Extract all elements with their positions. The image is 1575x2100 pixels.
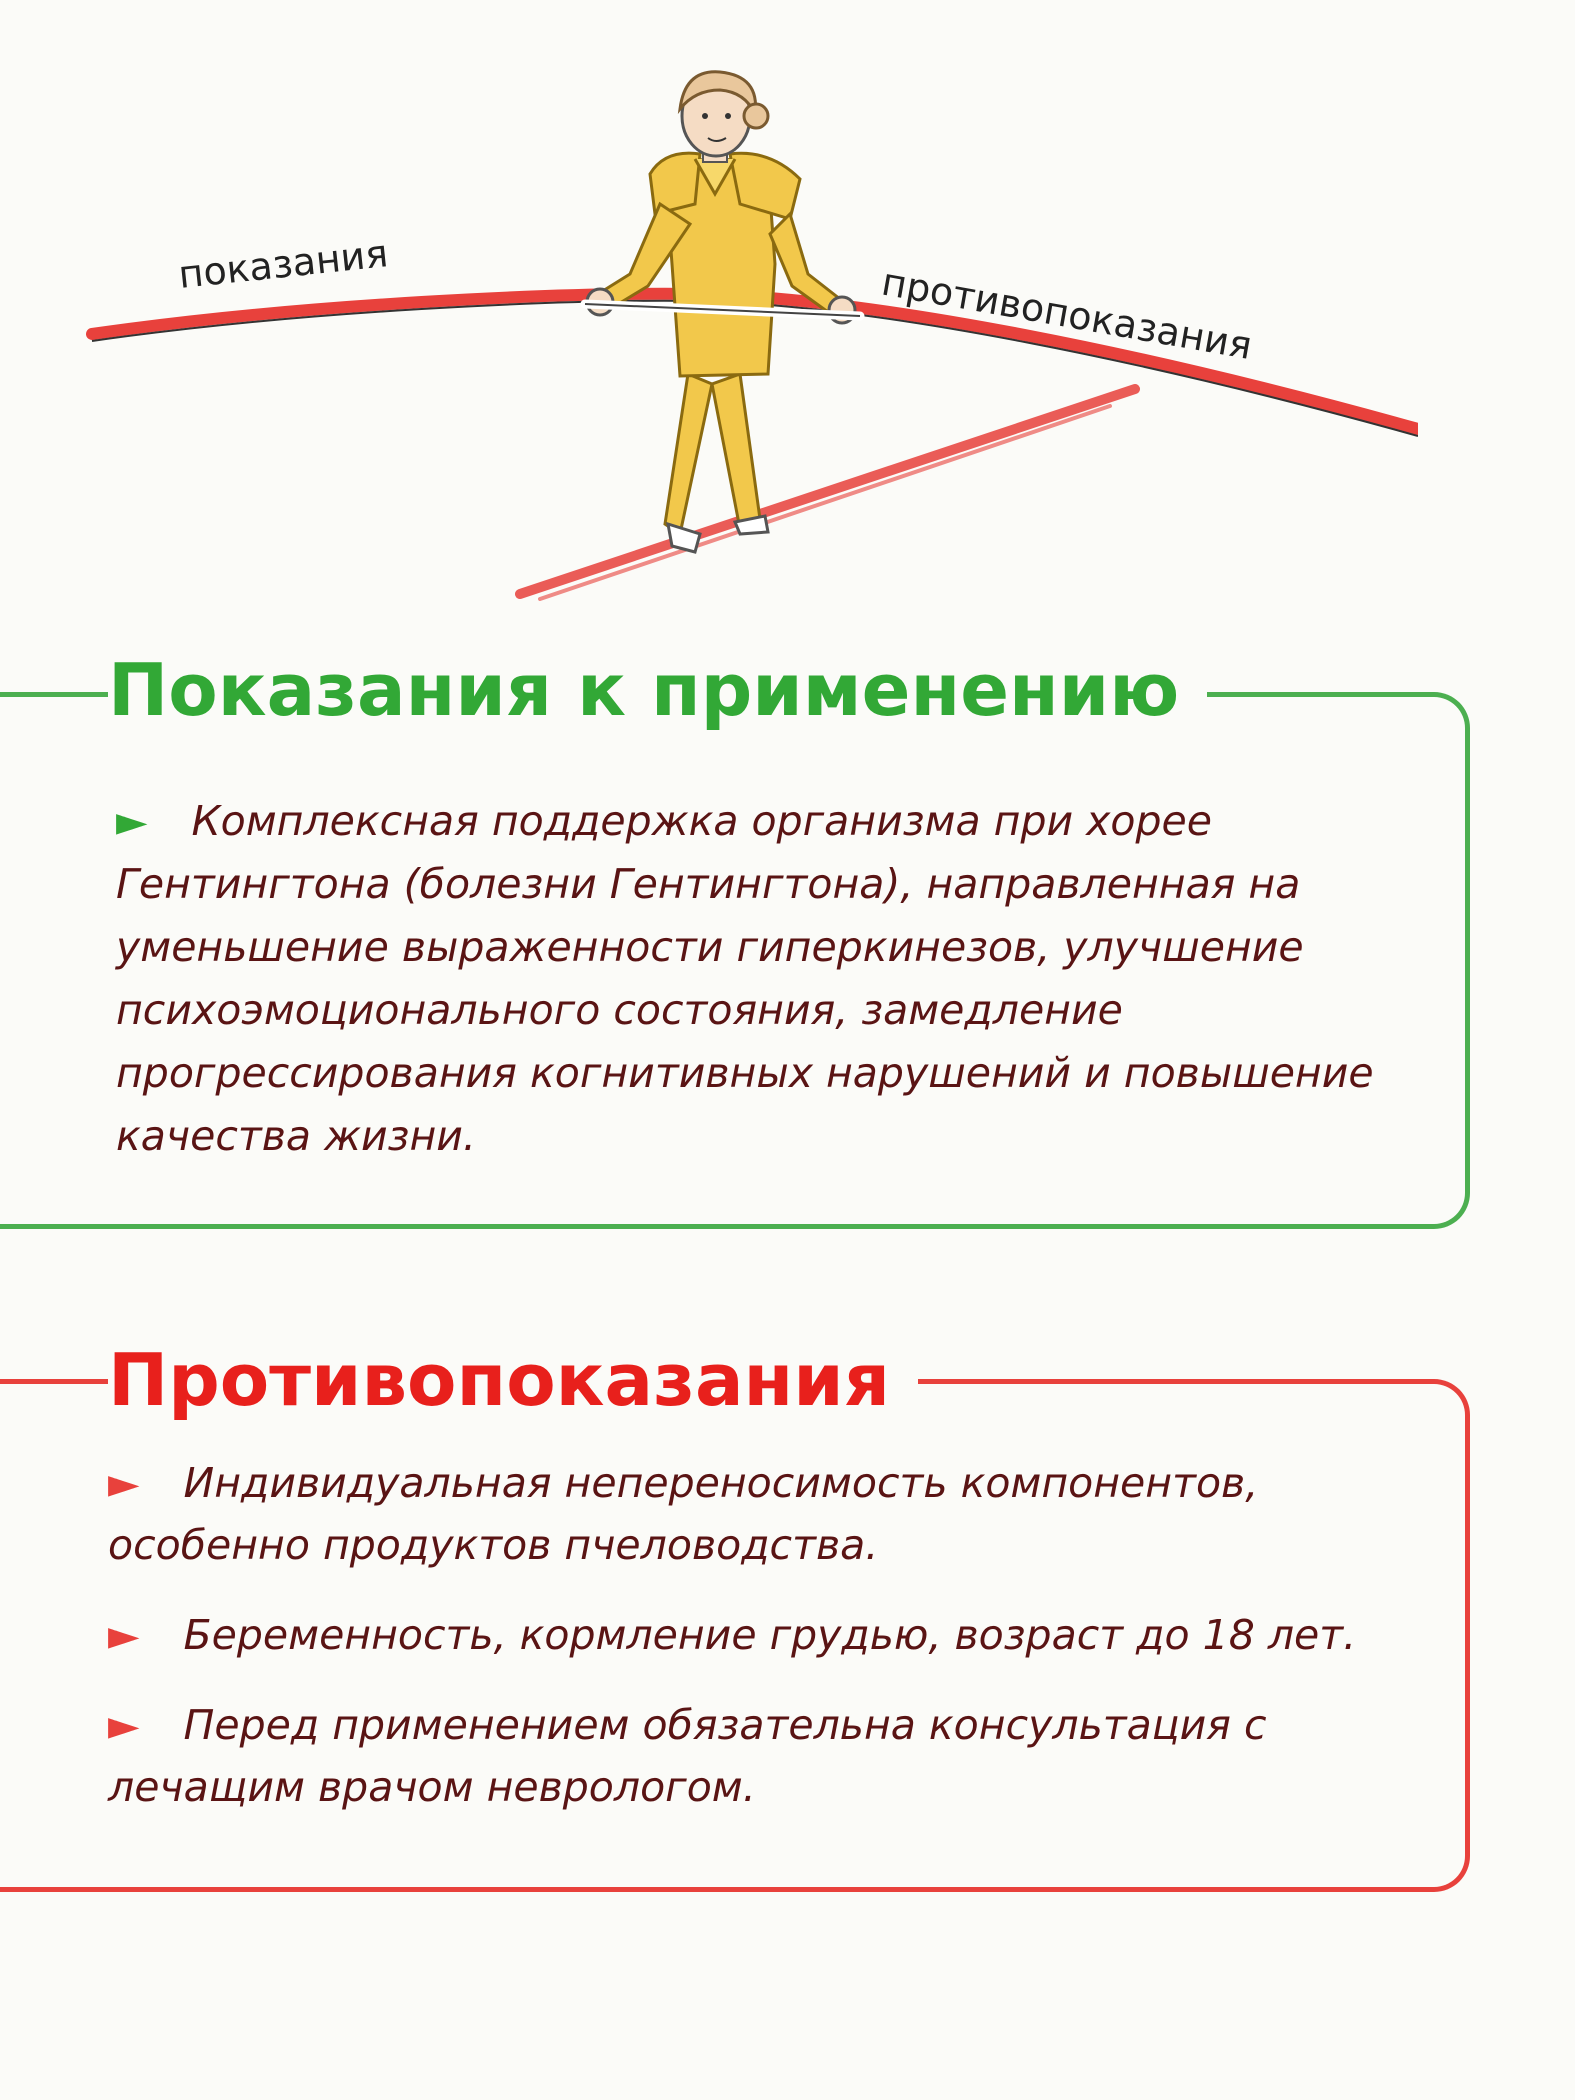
indications-title: Показания к применению — [108, 654, 1207, 726]
list-item: ► Беременность, кормление грудью, возраст до 18 лет. — [108, 1604, 1458, 1666]
indications-description: Комплексная поддержка организма при хорее Гентингтона (болезни Гентингтона), направленная на уменьшение выраженности гиперкинезов, улучшение психоэмоционального состояния, замедление прогрессирования когнитивных нарушений и повышение качества жизни. — [116, 797, 1374, 1160]
bullet-arrow-icon: ► — [108, 1701, 140, 1749]
bullet-arrow-icon: ► — [108, 1611, 140, 1659]
woman-figure — [585, 72, 860, 552]
bullet-arrow-icon: ► — [108, 1459, 140, 1507]
contraindications-title: Противопоказания — [108, 1344, 918, 1416]
label-contraindications: противопоказания — [878, 259, 1256, 368]
label-indications: показания — [176, 231, 391, 297]
ground-line — [520, 389, 1135, 594]
list-item: ► Перед применением обязательна консультация с лечащим врачом неврологом. — [108, 1694, 1458, 1818]
bullet-arrow-icon: ► — [116, 797, 148, 845]
list-item: ► Индивидуальная непереносимость компонентов, особенно продуктов пчеловодства. — [108, 1452, 1458, 1576]
indications-text — [116, 790, 1456, 1168]
tightrope-illustration — [0, 54, 1418, 620]
contraindications-list — [108, 1452, 1458, 1846]
